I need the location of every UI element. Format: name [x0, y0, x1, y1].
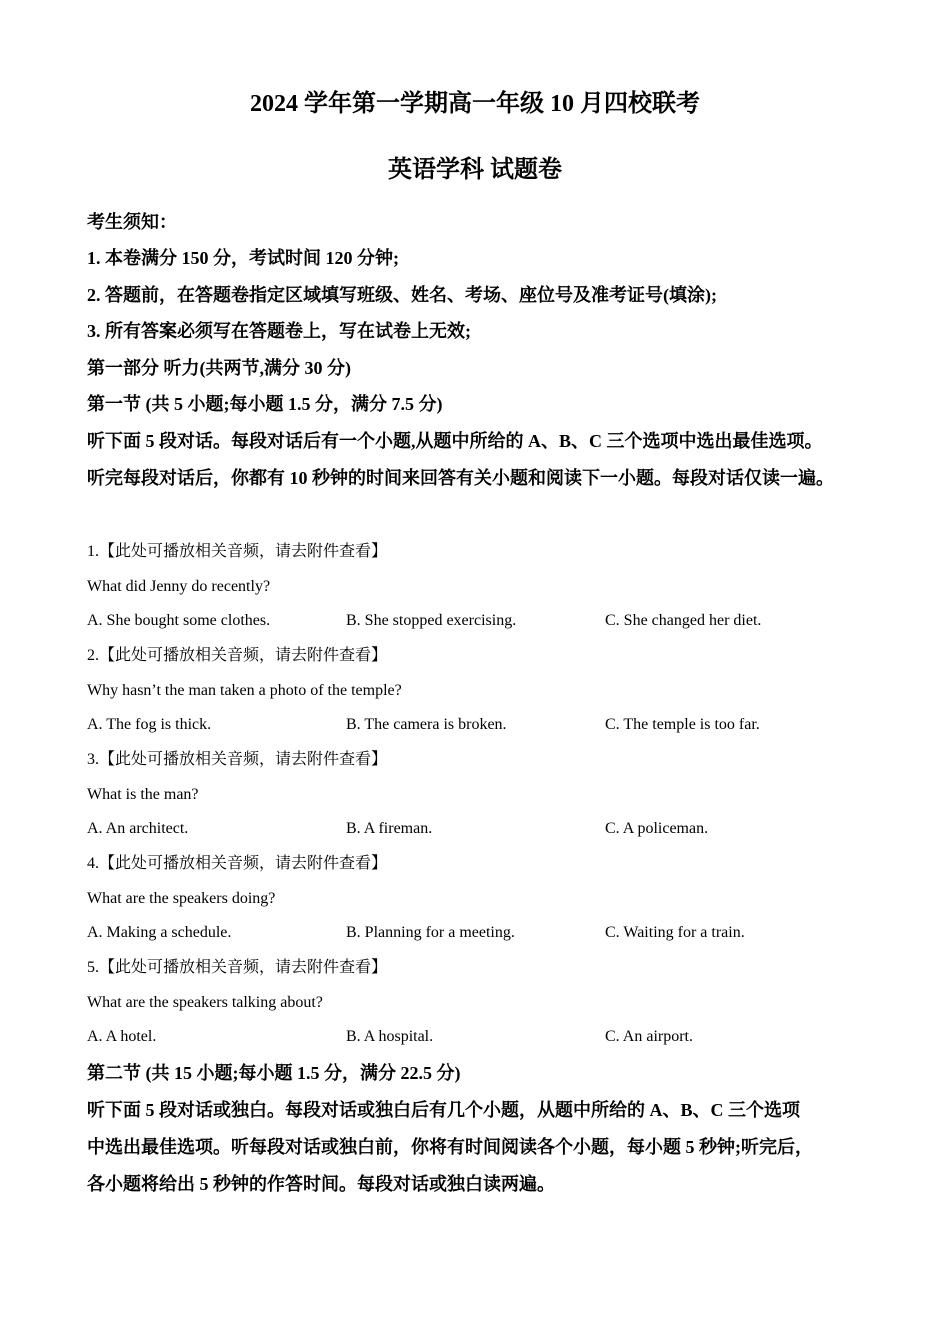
- part1-heading: 第一部分 听力(共两节,满分 30 分): [87, 358, 351, 378]
- audio-placeholder-link[interactable]: 1.【此处可播放相关音频，请去附件查看】: [87, 543, 388, 560]
- option-b: B. The camera is broken.: [346, 716, 507, 733]
- section2-instruction: 听下面 5 段对话或独白。每段对话或独白后有几个小题，从题中所给的 A、B、C 三个选项: [87, 1100, 801, 1120]
- section1-heading: 第一节 (共 5 小题;每小题 1.5 分，满分 7.5 分): [87, 394, 443, 414]
- section1-instruction: 听完每段对话后，你都有 10 秒钟的时间来回答有关小题和阅读下一小题。每段对话仅读一遍。: [87, 468, 834, 488]
- notice-item: 3. 所有答案必须写在答题卷上，写在试卷上无效;: [87, 321, 471, 341]
- notice-item: 2. 答题前，在答题卷指定区域填写班级、姓名、考场、座位号及准考证号(填涂);: [87, 285, 717, 305]
- option-a: A. The fog is thick.: [87, 716, 212, 733]
- notice-heading: 考生须知：: [87, 212, 177, 232]
- option-c: C. An airport.: [605, 1028, 693, 1045]
- question-text: What are the speakers talking about?: [87, 994, 323, 1011]
- audio-placeholder-link[interactable]: 5.【此处可播放相关音频，请去附件查看】: [87, 959, 388, 976]
- exam-subtitle: 英语学科 试题卷: [388, 157, 562, 183]
- section2-heading: 第二节 (共 15 小题;每小题 1.5 分，满分 22.5 分): [87, 1063, 461, 1083]
- option-a: A. She bought some clothes.: [87, 612, 271, 629]
- option-a: A. A hotel.: [87, 1028, 157, 1045]
- notice-item: 1. 本卷满分 150 分，考试时间 120 分钟;: [87, 248, 399, 268]
- audio-placeholder-link[interactable]: 4.【此处可播放相关音频，请去附件查看】: [87, 855, 388, 872]
- section1-instruction: 听下面 5 段对话。每段对话后有一个小题,从题中所给的 A、B、C 三个选项中选出最佳选项。: [87, 431, 823, 451]
- option-a: A. Making a schedule.: [87, 924, 232, 941]
- question-text: What is the man?: [87, 786, 199, 803]
- exam-title: 2024 学年第一学期高一年级 10 月四校联考: [250, 91, 700, 117]
- option-a: A. An architect.: [87, 820, 189, 837]
- question-text: Why hasn’t the man taken a photo of the temple?: [87, 682, 402, 699]
- option-c: C. A policeman.: [605, 820, 709, 837]
- audio-placeholder-link[interactable]: 3.【此处可播放相关音频，请去附件查看】: [87, 751, 388, 768]
- option-c: C. Waiting for a train.: [605, 924, 745, 941]
- option-c: C. The temple is too far.: [605, 716, 760, 733]
- question-text: What did Jenny do recently?: [87, 578, 271, 595]
- section2-instruction: 中选出最佳选项。听每段对话或独白前，你将有时间阅读各个小题，每小题 5 秒钟;听完后，: [87, 1137, 813, 1157]
- option-b: B. A fireman.: [346, 820, 433, 837]
- section2-instruction: 各小题将给出 5 秒钟的作答时间。每段对话或独白读两遍。: [87, 1174, 555, 1194]
- option-b: B. She stopped exercising.: [346, 612, 517, 629]
- option-b: B. A hospital.: [346, 1028, 434, 1045]
- question-text: What are the speakers doing?: [87, 890, 276, 907]
- option-b: B. Planning for a meeting.: [346, 924, 515, 941]
- audio-placeholder-link[interactable]: 2.【此处可播放相关音频，请去附件查看】: [87, 647, 388, 664]
- option-c: C. She changed her diet.: [605, 612, 762, 629]
